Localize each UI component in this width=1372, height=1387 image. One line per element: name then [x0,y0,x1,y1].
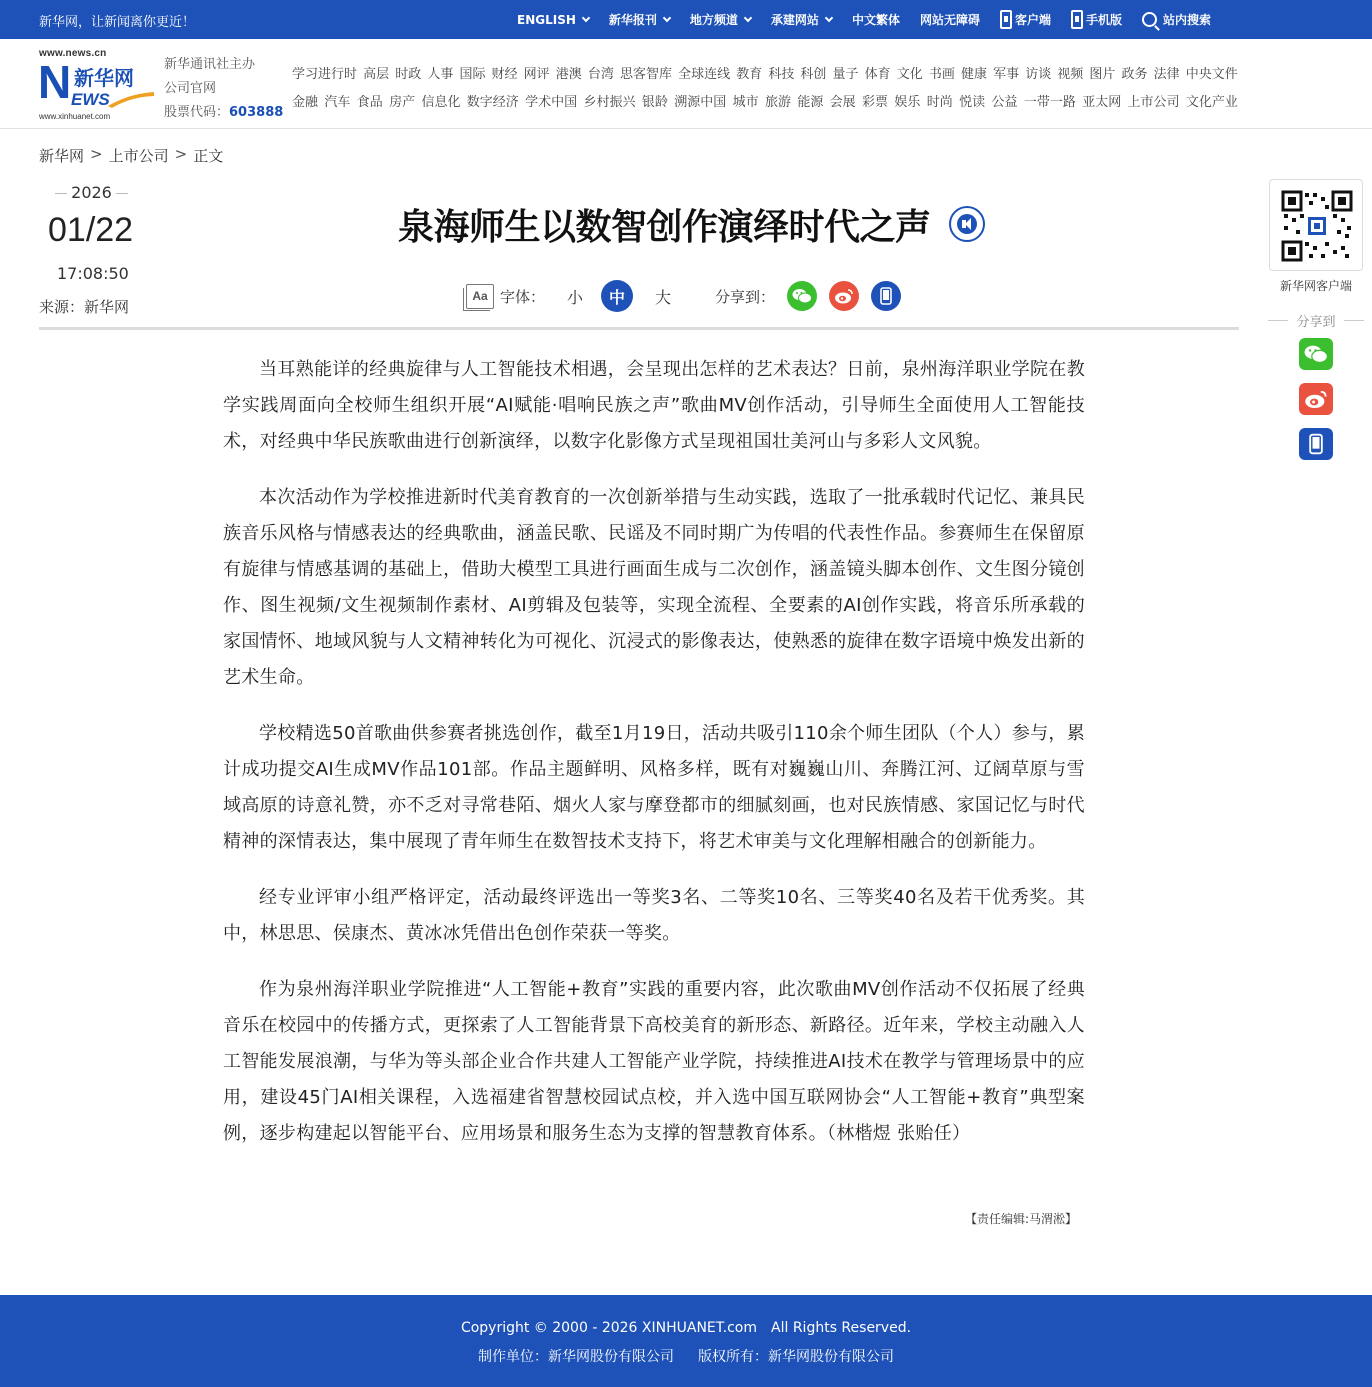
site-header [0,39,1372,129]
nav-hosted-sites-label: 承建网站 [770,13,819,27]
logo-ews: EWS [71,90,110,109]
channel-link[interactable]: 文化产业 [1185,95,1238,110]
nav-english[interactable] [517,13,589,27]
channel-link[interactable]: 会展 [829,95,856,110]
font-medium-button[interactable]: 中 [601,280,633,312]
font-small-button[interactable]: 小 [567,287,584,307]
nav-traditional-chinese-label: 中文繁体 [851,13,900,27]
stock-label: 股票代码： [164,105,230,120]
weibo-icon [1304,389,1328,409]
channel-link[interactable]: 乡村振兴 [583,95,636,110]
weibo-icon [834,288,854,304]
app-icon [1000,10,1012,29]
chevron-down-icon [825,13,833,21]
logo-swoosh-icon [108,90,154,108]
logo-name: 新华网 [74,66,134,90]
article-paragraph: 经专业评审小组严格评定，活动最终评选出一等奖3名、二等奖10名、三等奖40名及若干优秀奖。其中，林思思、侯康杰、黄冰冰凭借出色创作荣获一等奖。 [223,887,1085,944]
channel-link[interactable]: 教育 [736,67,763,82]
channel-nav [292,61,1238,117]
nav-accessibility[interactable] [920,11,980,28]
channel-link[interactable]: 视频 [1057,67,1084,82]
responsible-editor: 【责任编辑:马渭淞】 [965,1212,1078,1226]
channel-link[interactable]: 能源 [797,95,824,110]
footer-rights: All Rights Reserved. [771,1320,912,1336]
channel-link[interactable]: 信息化 [421,95,461,110]
stock-info [164,101,283,125]
wechat-icon [1304,344,1328,364]
nav-traditional-chinese[interactable] [852,11,900,28]
breadcrumb-separator: > [174,145,188,163]
channel-link[interactable]: 数字经济 [466,95,519,110]
top-bar [0,0,1372,39]
channel-link[interactable]: 政务 [1121,67,1148,82]
breadcrumb [39,145,223,166]
channel-link[interactable]: 高层 [363,67,390,82]
org-line-2: 公司官网 [164,81,217,96]
logo-letter: N [38,56,72,108]
channel-row-1 [292,61,1238,89]
channel-link[interactable]: 全球连线 [678,67,731,82]
share-label: 分享到： [715,287,776,306]
breadcrumb-home[interactable]: 新华网 [39,147,85,165]
chevron-down-icon [744,13,752,21]
channel-link[interactable]: 城市 [732,95,759,110]
channel-link[interactable]: 上市公司 [1127,95,1180,110]
channel-link[interactable]: 健康 [960,67,987,82]
search-icon [1142,12,1157,27]
stock-code[interactable]: 603888 [229,105,284,120]
nav-accessibility-label: 网站无障碍 [919,13,980,27]
channel-link[interactable]: 金融 [292,95,319,110]
article-paragraph: 本次活动作为学校推进新时代美育教育的一次创新举措与生动实践，选取了一批承载时代记忆、兼具民族音乐风格与情感表达的经典歌曲，涵盖民歌、民谣及不同时期广为传唱的代表性作品。参赛师生在保留原有旋律与情感基调的基础上，借助大模型工具进行画面生成与二次创作，涵盖镜头脚本创作、文生图分镜创作、图生视频/文生视频制作素材、AI剪辑及包装等，实现全流程、全要素的AI创作实践，将音乐所承载的家国情怀、地域风貌与人文精神转化为可视化、沉浸式的影像表达，使熟悉的旋律在数字语境中焕发出新的艺术生命。 [223,487,1085,688]
article-paragraph: 当耳熟能详的经典旋律与人工智能技术相遇，会呈现出怎样的艺术表达？日前，泉州海洋职业学院在教学实践周面向全校师生组织开展“AI赋能·唱响民族之声”歌曲MV创作活动，引导师生全面使用人工智能技术，对经典中华民族歌曲进行创新演绎，以数字化影像方式呈现祖国壮美河山与多彩人文风貌。 [223,359,1085,452]
channel-link[interactable]: 文化 [896,67,923,82]
sidebar-share-label: 分享到 [1268,311,1364,330]
nav-newspapers[interactable] [609,11,670,28]
channel-link[interactable]: 台湾 [587,67,614,82]
channel-link[interactable]: 财经 [491,67,518,82]
org-line-1: 新华通讯社主办 [164,57,256,72]
footer-copyright: Copyright © 2000 - 2026 XINHUANET.com [460,1320,758,1336]
article-source [39,296,129,317]
article-tools [466,279,901,313]
source-label: 来源： [39,298,85,316]
publish-time: 17:08:50 [57,264,129,283]
nav-site-search[interactable] [1142,11,1211,28]
channel-link[interactable]: 思客智库 [619,67,672,82]
channel-link[interactable]: 访谈 [1025,67,1052,82]
channel-link[interactable]: 一带一路 [1023,95,1076,110]
nav-client-app[interactable] [1000,10,1051,29]
wechat-icon [792,288,812,304]
footer-copyright-line [0,1320,1372,1336]
title-divider [39,327,1239,330]
font-label: 字体： [500,287,546,306]
speaker-icon [957,214,977,234]
channel-link[interactable]: 国际 [459,67,486,82]
channel-link[interactable]: 房产 [389,95,416,110]
channel-link[interactable]: 人事 [427,67,454,82]
publish-date: 01/22 [48,211,134,249]
qr-code [1269,179,1363,271]
channel-link[interactable]: 中央文件 [1185,67,1238,82]
channel-link[interactable]: 港澳 [555,67,582,82]
sidebar-share-weibo-button[interactable] [1299,383,1333,415]
channel-link[interactable]: 学术中国 [525,95,578,110]
read-aloud-button[interactable] [949,206,985,242]
channel-link[interactable]: 娱乐 [894,95,921,110]
article-paragraph: 学校精选50首歌曲供参赛者挑选创作，截至1月19日，活动共吸引110余个师生团队（个人）参与，累计成功提交AI生成MV作品101部。作品主题鲜明、风格多样，既有对巍巍山川、奔腾江河、辽阔草原与雪域高原的诗意礼赞，亦不乏对寻常巷陌、烟火人家与摩登都市的细腻刻画，也对民族情感、家国记忆与时代精神的深情表达，集中展现了青年师生在数智技术支持下，将艺术审美与文化理解相融合的创新能力。 [223,723,1086,852]
share-mobile-button[interactable] [871,281,901,311]
channel-link[interactable]: 网评 [523,67,550,82]
channel-link[interactable]: 亚太网 [1082,95,1122,110]
breadcrumb-separator: > [90,145,103,163]
channel-link[interactable]: 悦读 [959,95,986,110]
logo-url-bottom: www.xinhuanet.com [39,112,111,121]
phone-icon [1071,10,1083,29]
chevron-down-icon [663,13,671,21]
site-footer [0,1295,1372,1387]
chevron-down-icon [582,13,590,21]
sidebar-share-mobile-button[interactable] [1299,428,1333,460]
channel-link[interactable]: 汽车 [324,95,351,110]
nav-mobile[interactable] [1071,10,1122,29]
footer-producer: 制作单位：新华网股份有限公司 [478,1349,674,1365]
channel-link[interactable]: 彩票 [862,95,889,110]
channel-link[interactable]: 旅游 [764,95,791,110]
xinhuanet-logo[interactable] [38,48,154,123]
nav-local-channels-label: 地方频道 [689,13,738,27]
nav-newspapers-label: 新华报刊 [608,13,657,27]
channel-link[interactable]: 体育 [864,67,891,82]
channel-link[interactable]: 军事 [993,67,1020,82]
channel-link[interactable]: 食品 [356,95,383,110]
channel-link[interactable]: 银龄 [641,95,668,110]
qr-label: 新华网客户端 [1279,279,1352,293]
font-large-button[interactable]: 大 [655,287,672,307]
article-paragraph: 作为泉州海洋职业学院推进“人工智能+教育”实践的重要内容，此次歌曲MV创作活动不仅拓展了经典音乐在校园中的传播方式，更探索了人工智能背景下高校美育的新形态、新路径。近年来，学校主动融入人工智能发展浪潮，与华为等头部企业合作共建人工智能产业学院，持续推进AI技术在教学与管理场景中的应用，建设45门AI相关课程，入选福建省智慧校园试点校，并入选中国互联网协会“人工智能+教育”典型案例，逐步构建起以智能平台、应用场景和服务生态为支撑的智慧教育体系。（林楷煜 张贻任） [223,979,1085,1144]
nav-hosted-sites[interactable] [771,11,832,28]
breadcrumb-section[interactable]: 上市公司 [108,147,169,165]
share-wechat-button[interactable] [787,281,817,311]
font-size-icon: Aa [466,284,494,309]
nav-local-channels[interactable] [690,11,751,28]
footer-ownership-line [0,1346,1372,1366]
channel-link[interactable]: 科创 [800,67,827,82]
org-info [164,53,283,125]
nav-mobile-label: 手机版 [1085,13,1122,27]
top-nav [517,0,1211,39]
article-title: 泉海师生以数智创作演绎时代之声 [398,207,931,248]
source-value: 新华网 [84,298,130,316]
site-slogan: 新华网，让新闻离你更近！ [39,15,196,30]
channel-link[interactable]: 学习进行时 [292,67,358,82]
channel-link[interactable]: 公益 [991,95,1018,110]
phone-icon [880,287,892,305]
share-weibo-button[interactable] [829,281,859,311]
nav-english-label: ENGLISH [517,12,576,27]
article-body [223,352,1085,1172]
channel-link[interactable]: 图片 [1089,67,1116,82]
nav-client-app-label: 客户端 [1014,13,1051,27]
channel-link[interactable]: 量子 [832,67,859,82]
channel-link[interactable]: 时政 [395,67,422,82]
breadcrumb-current: 正文 [193,147,224,165]
publish-year: 2026 [55,183,128,202]
channel-link[interactable]: 法律 [1153,67,1180,82]
logo-url-top: www.news.cn [39,48,107,59]
channel-row-2 [292,89,1238,117]
channel-link[interactable]: 溯源中国 [674,95,727,110]
qr-code-icon [1281,190,1353,262]
footer-owner: 版权所有：新华网股份有限公司 [698,1349,894,1365]
phone-icon [1309,433,1323,455]
channel-link[interactable]: 科技 [768,67,795,82]
channel-link[interactable]: 书画 [928,67,955,82]
nav-site-search-label: 站内搜索 [1163,13,1212,27]
sidebar-share-wechat-button[interactable] [1299,338,1333,370]
channel-link[interactable]: 时尚 [926,95,953,110]
